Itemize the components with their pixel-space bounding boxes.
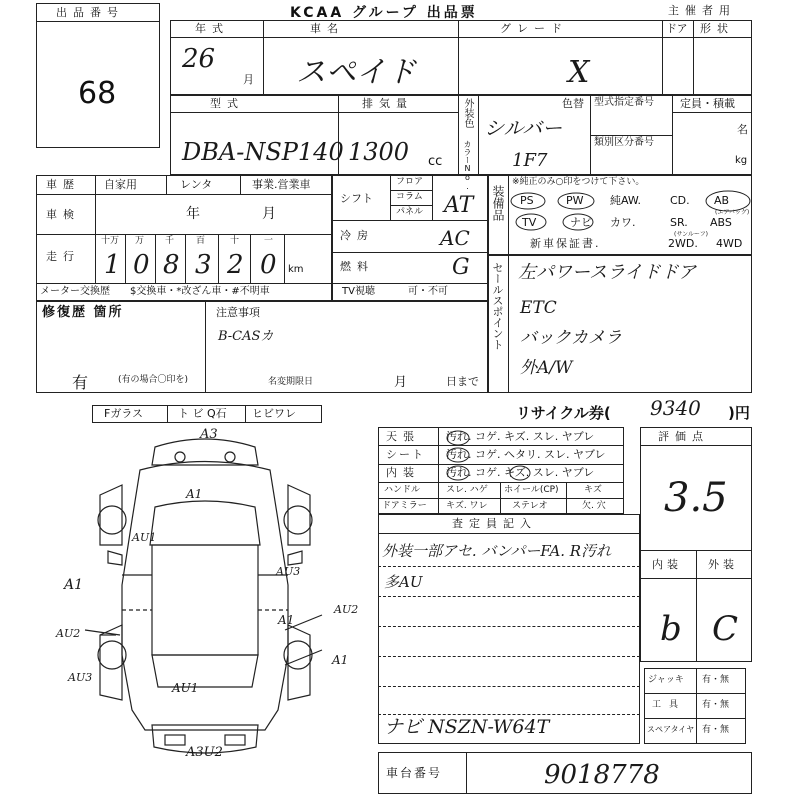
score-exterior-value: C: [712, 609, 739, 649]
mileage-digit-6: 0: [260, 250, 277, 280]
equip-pw: PW: [566, 194, 584, 207]
inspection-year: 年: [186, 206, 200, 222]
digit-label-1k: 千: [165, 236, 175, 246]
equip-4wd: 4WD: [716, 237, 743, 250]
recycle-value: 9340: [650, 396, 701, 420]
shift-value: AT: [444, 193, 474, 218]
color-value: シルバー: [484, 116, 563, 140]
dmg-right-rear-door: A1: [278, 613, 295, 627]
km-label: km: [288, 264, 304, 275]
cooling-label: 冷房: [340, 229, 374, 242]
name-change-label: 名変期限日: [268, 377, 314, 387]
tv-options: 可・不可: [408, 286, 448, 297]
recycle-label: リサイクル券(: [516, 404, 611, 422]
glass-label: Fガラス: [104, 407, 143, 420]
equip-navi: ナビ: [570, 216, 592, 229]
grade-value: X: [568, 55, 590, 90]
kg-label: kg: [735, 155, 748, 166]
cond-stereo-text: 欠. 穴: [582, 501, 606, 511]
vehicle-row: [170, 20, 752, 95]
inspector-line-2: 多AU: [384, 573, 423, 591]
color-change-label: 色替: [562, 97, 584, 110]
digit-label-10k: 万: [135, 236, 145, 246]
tv-label: TV視聴: [342, 286, 375, 297]
notes-value: B-CASカ: [218, 329, 274, 344]
spare-value: 有・無: [702, 725, 730, 735]
car-name-label: 車名: [310, 22, 344, 35]
displacement-value: 1300: [348, 138, 410, 166]
chassis-value: 9018778: [544, 760, 660, 790]
cc-label: cc: [428, 154, 443, 169]
shift-panel: パネル: [396, 207, 424, 217]
condition-circles: [378, 427, 624, 514]
type-spec-label: 型式指定番号: [594, 97, 654, 108]
cond-mirror-text: キズ. ワレ: [446, 501, 488, 511]
type-class-label: 類別区分番号: [594, 137, 654, 148]
cond-wheel-text: キズ: [584, 485, 602, 495]
dmg-left-side: A1: [64, 577, 84, 593]
inspector-nav-line: ナビ NSZN-W64T: [384, 716, 550, 738]
equipment-circles: [488, 175, 752, 255]
cond-ceiling-label: 天張: [386, 430, 420, 443]
mileage-digit-3: 8: [163, 250, 180, 280]
digit-label-100k: 十万: [101, 236, 120, 246]
equip-cd: CD.: [670, 194, 690, 207]
organizer-label: 主催者用: [668, 4, 736, 17]
mileage-label: 走行: [46, 250, 80, 263]
exterior-color-label: 外装色: [462, 98, 473, 128]
equip-sr: SR.: [670, 216, 688, 229]
equip-sr-note: (サンルーフ): [674, 231, 708, 238]
model-label: 型式: [210, 97, 244, 110]
cond-interior-label: 内装: [386, 466, 420, 479]
crack-label: ヒビワレ: [252, 407, 296, 420]
shift-column: コラム: [396, 192, 423, 202]
year-label: 年式: [195, 22, 229, 35]
cond-ceiling-text: 汚れ. コゲ. キズ. スレ. ヤブレ: [446, 430, 595, 443]
score-interior-value: b: [660, 609, 682, 649]
equip-leather: カワ.: [610, 216, 636, 229]
notes-label: 注意事項: [216, 306, 260, 319]
sales-point-1: 左パワースライドドア: [518, 262, 697, 283]
dmg-left-front: AU1: [132, 531, 157, 544]
cond-interior-text: 汚れ. コゲ. キズ. スレ. ヤブレ: [446, 466, 595, 479]
year-month-label: 月: [243, 73, 254, 86]
sales-point-2: ETC: [520, 298, 557, 318]
sales-point-3: バックカメラ: [520, 328, 622, 348]
cond-wheel-label: ホイール(CP): [504, 485, 559, 495]
cond-handle-text: スレ. ハゲ: [446, 485, 488, 495]
meter-exchange-options: $交換車・*改ざん車・#不明車: [130, 286, 270, 297]
equipment-label: 装備品: [491, 185, 505, 221]
dmg-rear-bumper: A3U2: [186, 745, 223, 760]
equip-2wd: 2WD.: [668, 237, 698, 250]
score-interior-label: 内装: [652, 558, 682, 571]
history-rental: レンタ: [180, 178, 213, 191]
score-exterior-label: 外装: [708, 558, 738, 571]
dmg-right-rear: A1: [332, 653, 349, 667]
sales-point-4: 外A/W: [520, 358, 573, 378]
persons-label: 名: [737, 123, 748, 136]
fuel-value: G: [452, 255, 470, 280]
dmg-left-rear: AU3: [68, 671, 93, 684]
equip-alloy: 純AW.: [610, 194, 642, 207]
dmg-right-side: AU2: [334, 603, 359, 616]
inspection-label: 車検: [46, 208, 80, 221]
repair-label: 修復歴 箇所: [42, 305, 124, 320]
cond-seat-text: 汚れ. コゲ. ヘタリ. スレ. ヤブレ: [446, 448, 606, 461]
equip-tv: TV: [522, 216, 537, 229]
meter-exchange-label: メーター交換歴: [40, 286, 110, 297]
recycle-unit: )円: [728, 404, 750, 422]
tools-value: 有・無: [702, 700, 730, 710]
chassis-label: 車台番号: [386, 766, 443, 780]
fuel-label: 燃料: [340, 260, 374, 273]
door-label: ドア: [666, 22, 688, 35]
equip-ps: PS: [520, 194, 534, 207]
cooling-value: AC: [440, 226, 470, 250]
year-value: 26: [182, 44, 216, 74]
shift-label: シフト: [340, 192, 373, 205]
dmg-right-front: AU3: [276, 565, 301, 578]
color-no-label: カラーNo.: [463, 140, 472, 191]
history-business: 事業.営業車: [252, 178, 311, 191]
lot-number-value: 68: [78, 76, 117, 111]
jack-label: ジャッキ: [648, 675, 684, 685]
lot-number-label: 出品番号: [56, 6, 124, 19]
digit-label-1: 一: [264, 236, 274, 246]
sales-points-label: セールスポイント: [491, 262, 504, 350]
equip-warranty: 新車保証書.: [530, 237, 601, 250]
inspector-label: 査定員記入: [452, 517, 537, 530]
displacement-label: 排気量: [362, 97, 413, 110]
digit-label-100: 百: [196, 236, 206, 246]
capacity-label: 定員・積載: [680, 97, 735, 110]
name-change-month: 月: [394, 375, 408, 390]
dmg-trunk: AU1: [172, 681, 199, 695]
tools-label: 工具: [652, 700, 687, 710]
name-change-day: 日まで: [446, 375, 479, 388]
equip-ab-note: (エアバッグ): [715, 209, 750, 216]
history-private: 自家用: [104, 178, 137, 191]
car-name-value: スペイド: [296, 55, 416, 90]
cond-stereo-label: ステレオ: [512, 501, 548, 511]
inspection-month: 月: [262, 206, 276, 222]
chip-label: ト ビ Q石: [178, 407, 227, 420]
mileage-digit-1: 1: [104, 250, 121, 280]
equipment-note: ※純正のみ○印をつけて下さい。: [512, 177, 645, 187]
inspector-line-1: 外装一部アセ. バンパーFA. R汚れ: [382, 542, 612, 560]
repair-note: (有の場合〇印を): [118, 375, 189, 385]
shape-label: 形状: [700, 22, 734, 35]
mileage-digit-4: 3: [195, 250, 212, 280]
cond-mirror-label: ドアミラー: [382, 501, 427, 511]
equip-abs: ABS: [710, 216, 732, 229]
cond-handle-label: ハンドル: [384, 485, 421, 495]
shift-floor: フロア: [396, 177, 424, 187]
form-title: KCAA グループ 出品票: [290, 5, 478, 21]
score-label: 評価点: [658, 430, 709, 443]
mileage-digit-2: 0: [133, 250, 150, 280]
digit-label-10: 十: [230, 236, 240, 246]
score-value: 3.5: [664, 475, 728, 521]
model-value: DBA-NSP140: [182, 138, 344, 166]
color-no-value: 1F7: [512, 150, 548, 171]
jack-value: 有・無: [702, 675, 730, 685]
cond-seat-label: シート: [386, 448, 425, 461]
mileage-digit-5: 2: [227, 250, 244, 280]
dmg-front-bumper: A3: [200, 427, 218, 442]
dmg-left-rear-door: AU2: [56, 627, 81, 640]
grade-label: グレード: [500, 22, 568, 35]
dmg-hood: A1: [186, 487, 203, 501]
spare-label: スペアタイヤ: [647, 725, 695, 734]
history-label: 車歴: [46, 178, 80, 191]
equip-ab: AB: [714, 194, 730, 207]
repair-has: 有: [72, 373, 89, 392]
car-diagram: [60, 425, 370, 770]
